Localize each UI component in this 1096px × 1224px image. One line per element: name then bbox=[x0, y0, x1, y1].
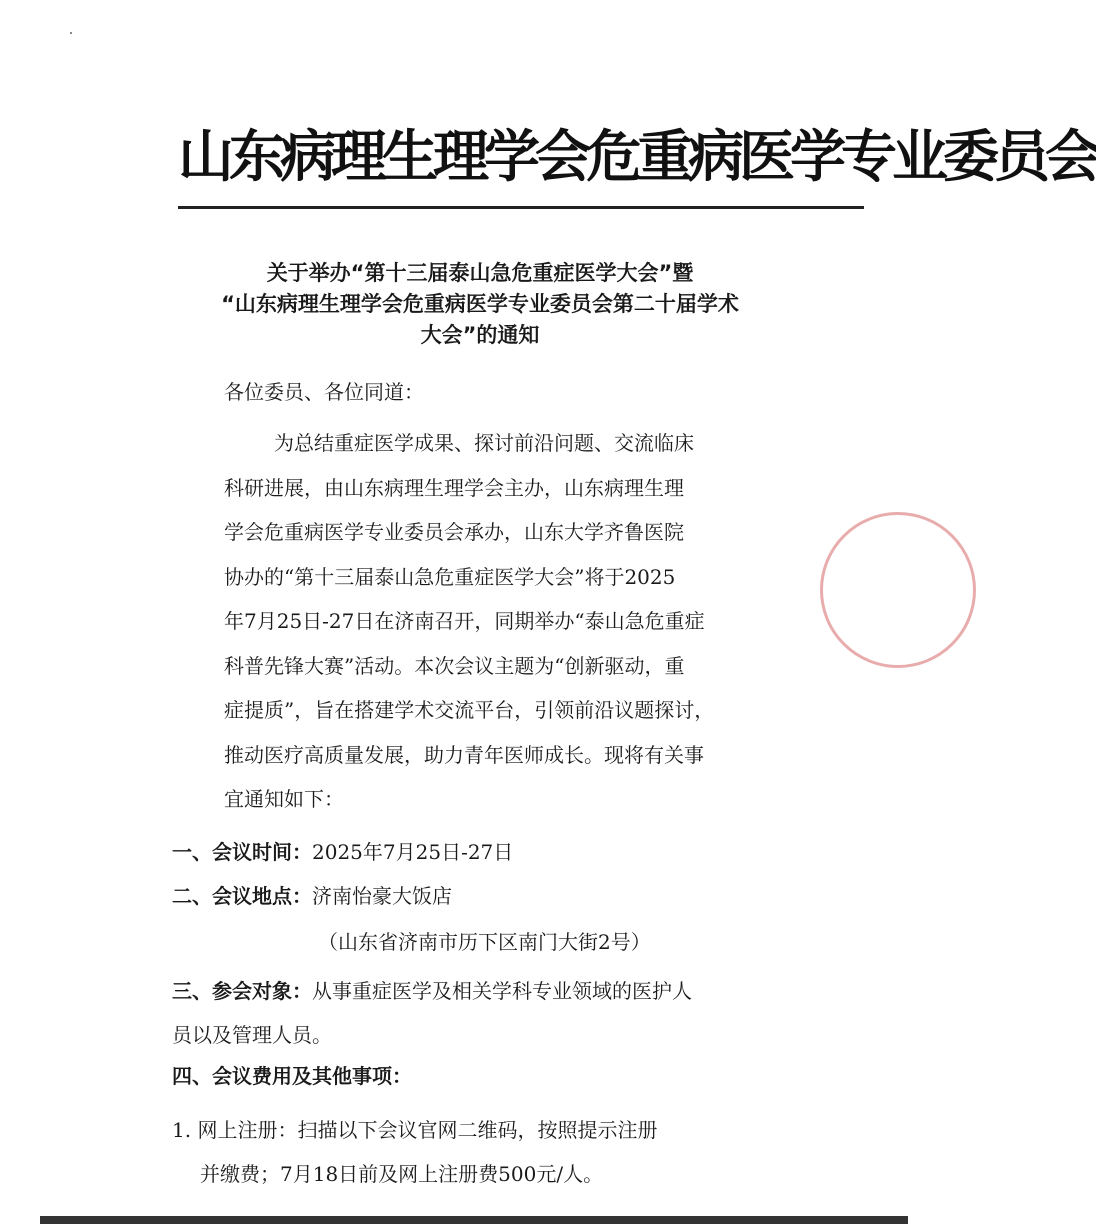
body-line: 推动医疗高质量发展，助力青年医师成长。现将有关事 bbox=[224, 742, 704, 767]
body-line: 协办的“第十三届泰山急危重症医学大会”将于2025 bbox=[224, 564, 676, 589]
venue-address: （山东省济南市历下区南门大街2号） bbox=[318, 930, 651, 954]
body-line: 年7月25日-27日在济南召开，同期举办“泰山急危重症 bbox=[224, 609, 705, 633]
item-line: 并缴费；7月18日前及网上注册费500元/人。 bbox=[200, 1162, 604, 1186]
section-label: 二、会议地点： bbox=[172, 884, 312, 908]
notice-title-line-2: “山东病理生理学会危重病医学专业委员会第二十届学术 bbox=[221, 292, 739, 316]
body-line: 宜通知如下： bbox=[224, 787, 344, 811]
notice-title-line-1: 关于举办“第十三届泰山急危重症医学大会”暨 bbox=[266, 261, 694, 285]
notice-title-line-3: 大会”的通知 bbox=[420, 323, 540, 347]
body-line: 症提质”，旨在搭建学术交流平台，引领前沿议题探讨， bbox=[224, 698, 715, 722]
section-attendees bbox=[172, 969, 692, 1057]
section-value-cont: 员以及管理人员。 bbox=[172, 1023, 332, 1047]
section-value: 从事重症医学及相关学科专业领域的医护人 bbox=[312, 979, 692, 1003]
body-line: 学会危重病医学专业委员会承办，山东大学齐鲁医院 bbox=[224, 520, 684, 544]
notice-title bbox=[170, 258, 790, 351]
section-label: 三、参会对象： bbox=[172, 979, 312, 1003]
salutation: 各位委员、各位同道： bbox=[224, 380, 424, 404]
letterhead-rule bbox=[178, 206, 864, 209]
section-value: 2025年7月25日-27日 bbox=[312, 840, 514, 864]
scan-speck bbox=[70, 32, 72, 34]
section-meeting-time bbox=[172, 836, 513, 865]
list-item-registration bbox=[172, 1108, 657, 1196]
letterhead-title: 山东病理生理学会危重病医学专业委员会 bbox=[178, 125, 1096, 190]
section-value: 济南怡豪大饭店 bbox=[312, 884, 452, 908]
official-seal-stamp bbox=[820, 512, 976, 668]
section-label: 一、会议时间： bbox=[172, 840, 312, 864]
section-fees: 四、会议费用及其他事项： bbox=[172, 1064, 412, 1088]
item-line: 1. 网上注册：扫描以下会议官网二维码，按照提示注册 bbox=[172, 1118, 658, 1142]
scan-bottom-edge bbox=[40, 1216, 908, 1224]
body-line: 科普先锋大赛”活动。本次会议主题为“创新驱动，重 bbox=[224, 653, 685, 678]
body-line: 科研进展，由山东病理生理学会主办，山东病理生理 bbox=[224, 475, 684, 500]
body-paragraph bbox=[224, 421, 754, 822]
body-line: 为总结重症医学成果、探讨前沿问题、交流临床 bbox=[274, 431, 694, 455]
section-meeting-venue bbox=[172, 880, 452, 909]
